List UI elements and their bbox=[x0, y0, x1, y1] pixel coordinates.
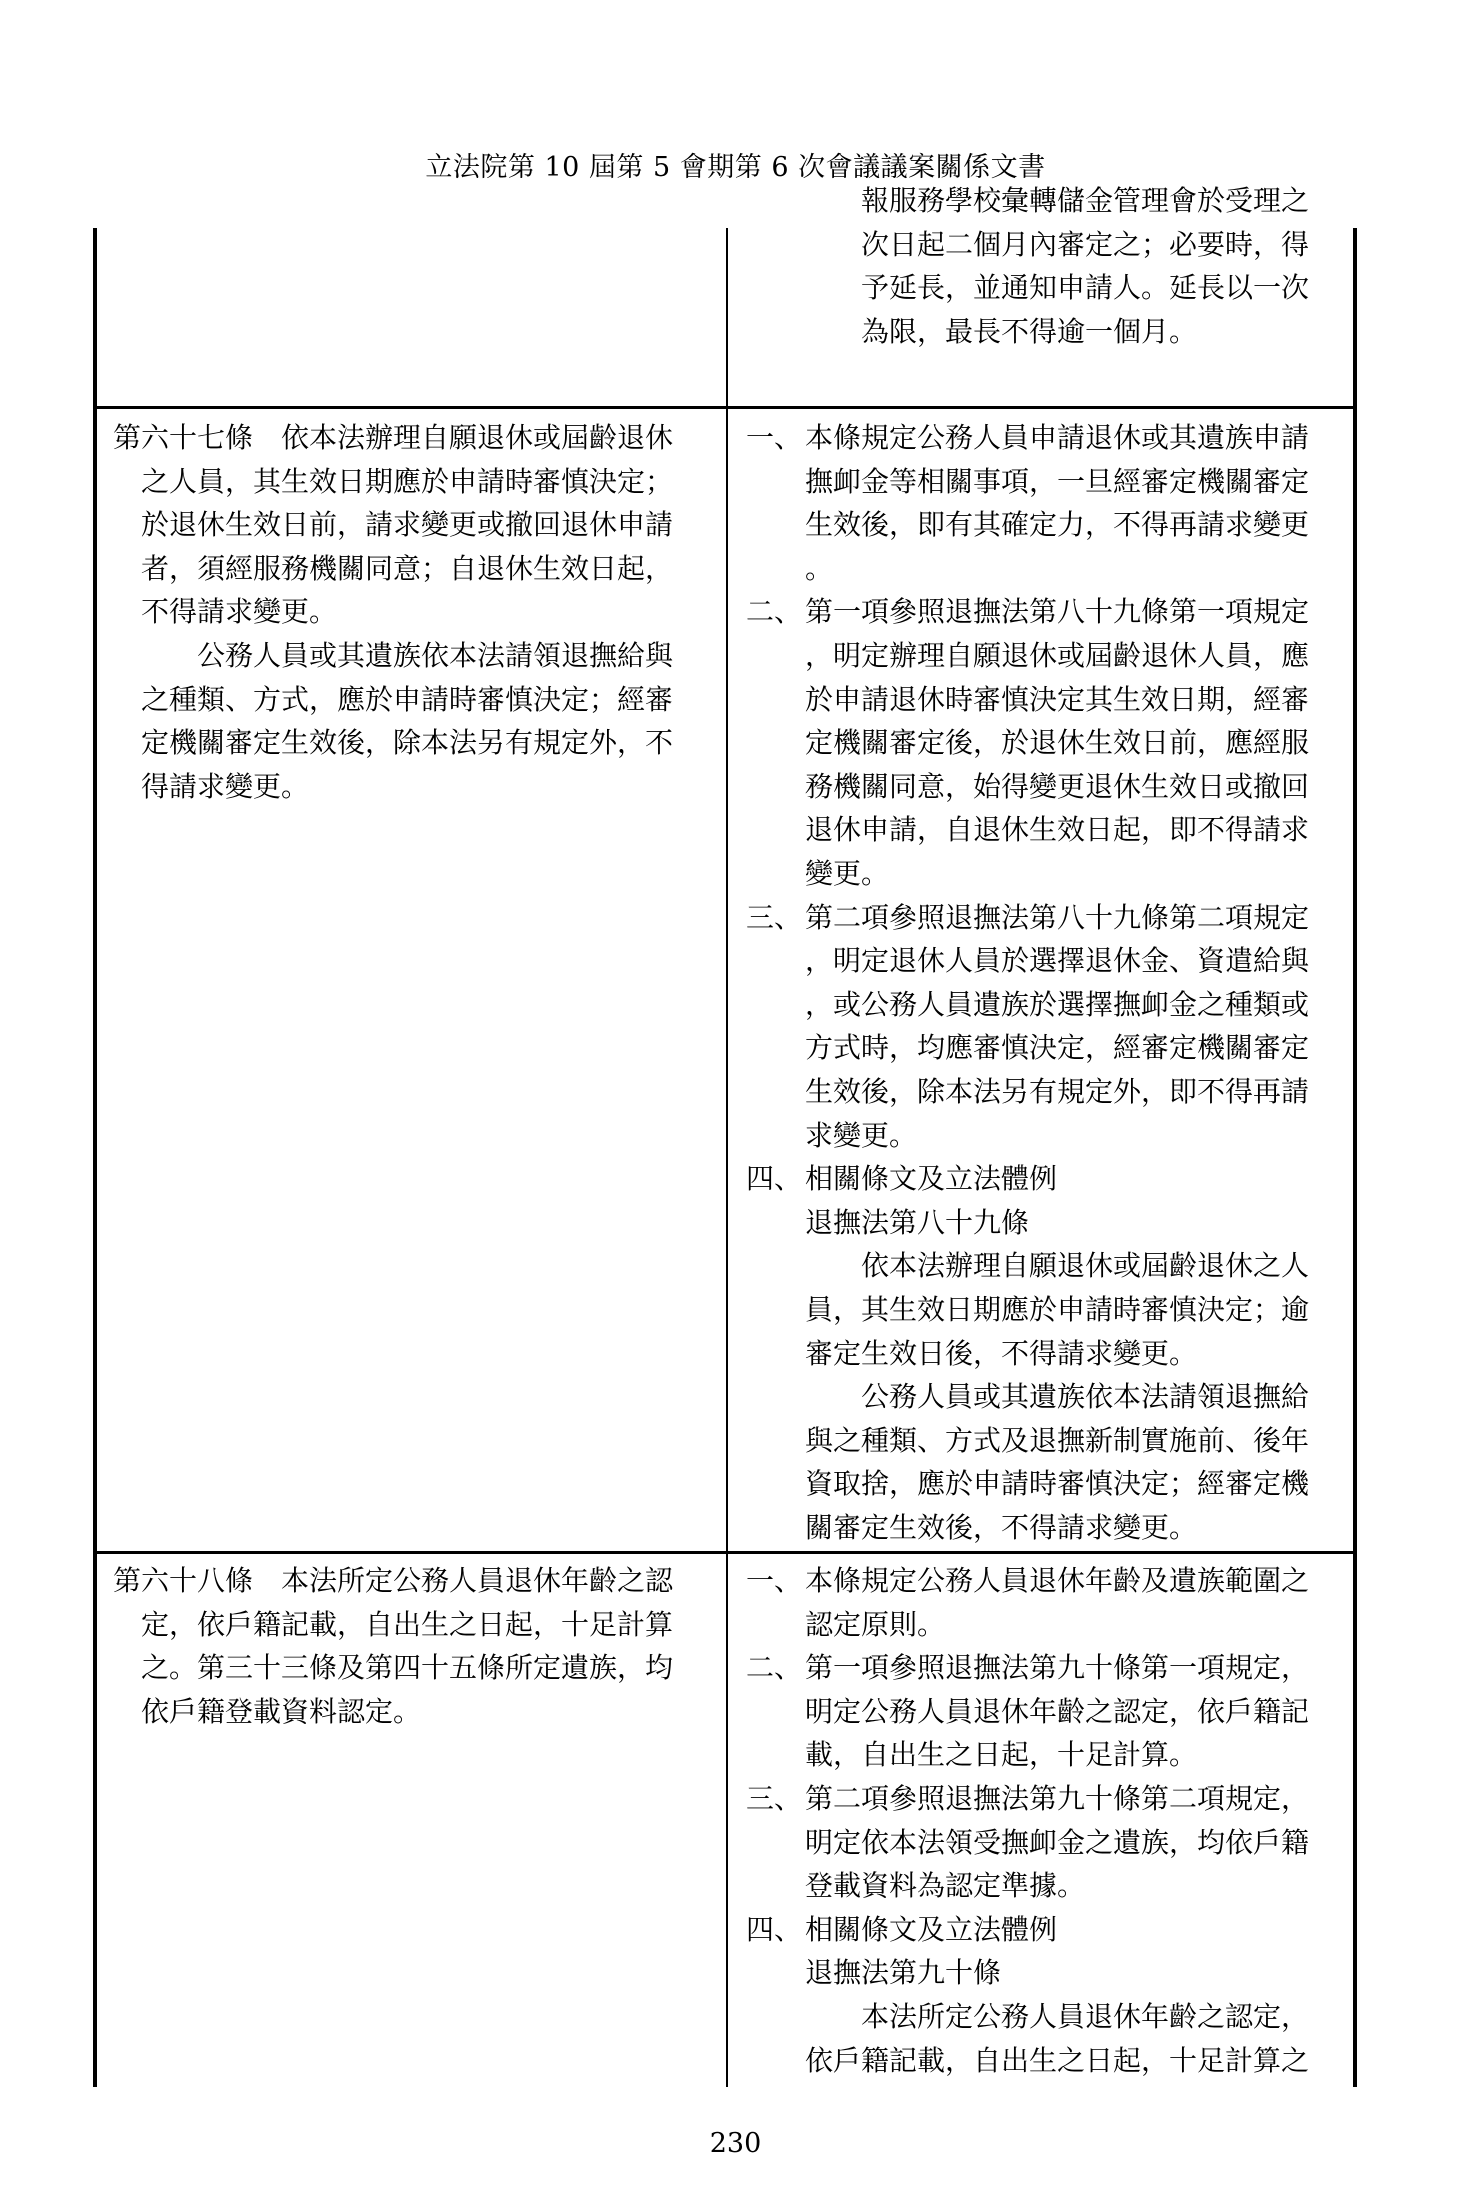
explanation-text-line: 報服務學校彙轉儲金管理會於受理之 bbox=[861, 184, 1310, 217]
explanation-text-line: 員，其生效日期應於申請時審慎決定；逾 bbox=[805, 1293, 1310, 1326]
article-text-line: 定機關審定生效後，除本法另有規定外，不 bbox=[141, 726, 674, 760]
explanation-text-line: 務機關同意，始得變更退休生效日或撤回 bbox=[805, 769, 1310, 803]
list-marker: 四、 bbox=[746, 1912, 803, 1946]
explanation-text-line: 求變更。 bbox=[805, 1118, 918, 1152]
explanation-text-line: 審定生效日後，不得請求變更。 bbox=[805, 1336, 1198, 1370]
explanation-text-line: 本條規定公務人員申請退休或其遺族申請 bbox=[805, 421, 1310, 454]
table-column-divider bbox=[726, 228, 728, 2087]
explanation-text-line: 第二項參照退撫法第八十九條第二項規定 bbox=[805, 900, 1310, 934]
article-text-line: 之人員，其生效日期應於申請時審慎決定； bbox=[141, 464, 674, 498]
explanation-text-line: 生效後，即有其確定力，不得再請求變更 bbox=[805, 508, 1310, 542]
list-marker: 三、 bbox=[746, 900, 803, 934]
explanation-text-line: 明定公務人員退休年齡之認定，依戶籍記 bbox=[805, 1694, 1310, 1728]
list-marker: 一、 bbox=[746, 1564, 803, 1597]
article-text-line: 第六十八條 本法所定公務人員退休年齡之認 bbox=[113, 1564, 674, 1597]
explanation-text-line: 本條規定公務人員退休年齡及遺族範圍之 bbox=[805, 1564, 1310, 1597]
article-text-line: 不得請求變更。 bbox=[141, 595, 338, 629]
explanation-text-line: 。 bbox=[805, 551, 834, 585]
explanation-text-line: 公務人員或其遺族依本法請領退撫給 bbox=[861, 1380, 1310, 1414]
explanation-text-line: 為限，最長不得逾一個月。 bbox=[861, 314, 1198, 348]
explanation-text-line: ，明定辦理自願退休或屆齡退休人員，應 bbox=[805, 639, 1310, 672]
explanation-text-line: 予延長，並通知申請人。延長以一次 bbox=[861, 271, 1310, 305]
list-marker: 二、 bbox=[746, 595, 803, 629]
explanation-text-line: 退撫法第八十九條 bbox=[805, 1205, 1030, 1239]
explanation-text-line: 第一項參照退撫法第八十九條第一項規定 bbox=[805, 595, 1310, 629]
explanation-text-line: 資取捨，應於申請時審慎決定；經審定機 bbox=[805, 1467, 1310, 1501]
article-text-line: 之種類、方式，應於申請時審慎決定；經審 bbox=[141, 682, 674, 716]
explanation-text-line: 變更。 bbox=[805, 857, 890, 890]
explanation-text-line: 與之種類、方式及退撫新制實施前、後年 bbox=[805, 1423, 1310, 1457]
explanation-text-line: ，明定退休人員於選擇退休金、資遣給與 bbox=[805, 944, 1310, 978]
explanation-text-line: 撫卹金等相關事項，一旦經審定機關審定 bbox=[805, 464, 1310, 498]
page-number: 230 bbox=[709, 2128, 762, 2159]
list-marker: 四、 bbox=[746, 1162, 803, 1196]
article-text-line: 之。第三十三條及第四十五條所定遺族，均 bbox=[141, 1651, 674, 1685]
table-left-border bbox=[93, 228, 97, 2087]
explanation-text-line: 生效後，除本法另有規定外，即不得再請 bbox=[805, 1075, 1310, 1108]
article-text-line: 第六十七條 依本法辦理自願退休或屆齡退休 bbox=[113, 421, 674, 454]
table-right-border bbox=[1353, 228, 1357, 2087]
explanation-text-line: 定機關審定後，於退休生效日前，應經服 bbox=[805, 726, 1310, 760]
explanation-text-line: 於申請退休時審慎決定其生效日期，經審 bbox=[805, 682, 1310, 716]
explanation-text-line: ，或公務人員遺族於選擇撫卹金之種類或 bbox=[805, 987, 1310, 1021]
explanation-text-line: 登載資料為認定準據。 bbox=[805, 1869, 1086, 1903]
article-text-line: 依戶籍登載資料認定。 bbox=[141, 1694, 422, 1728]
explanation-text-line: 認定原則。 bbox=[805, 1607, 946, 1641]
list-marker: 一、 bbox=[746, 421, 803, 454]
explanation-text-line: 關審定生效後，不得請求變更。 bbox=[805, 1511, 1198, 1544]
article-text-line: 定，依戶籍記載，自出生之日起，十足計算 bbox=[141, 1607, 674, 1641]
explanation-text-line: 第二項參照退撫法第九十條第二項規定， bbox=[805, 1782, 1310, 1815]
explanation-text-line: 依本法辦理自願退休或屆齡退休之人 bbox=[861, 1249, 1310, 1283]
explanation-text-line: 第一項參照退撫法第九十條第一項規定， bbox=[805, 1651, 1310, 1685]
explanation-text-line: 方式時，均應審慎決定，經審定機關審定 bbox=[805, 1031, 1310, 1065]
explanation-text-line: 依戶籍記載，自出生之日起，十足計算之 bbox=[805, 2043, 1310, 2077]
comparison-table bbox=[93, 184, 1357, 2087]
list-marker: 二、 bbox=[746, 1651, 803, 1685]
explanation-text-line: 退休申請，自退休生效日起，即不得請求 bbox=[805, 813, 1310, 847]
explanation-text-line: 次日起二個月內審定之；必要時，得 bbox=[861, 227, 1310, 261]
explanation-text-line: 退撫法第九十條 bbox=[805, 1956, 1002, 1990]
row-divider bbox=[93, 1551, 1357, 1554]
explanation-text-line: 載，自出生之日起，十足計算。 bbox=[805, 1738, 1198, 1772]
list-marker: 三、 bbox=[746, 1782, 803, 1815]
explanation-text-line: 本法所定公務人員退休年齡之認定， bbox=[861, 2000, 1310, 2033]
row-divider bbox=[93, 406, 1357, 409]
explanation-text-line: 相關條文及立法體例 bbox=[805, 1912, 1058, 1946]
article-text-line: 者，須經服務機關同意；自退休生效日起， bbox=[141, 551, 674, 585]
explanation-text-line: 明定依本法領受撫卹金之遺族，均依戶籍 bbox=[805, 1825, 1310, 1859]
article-text-line: 於退休生效日前，請求變更或撤回退休申請 bbox=[141, 508, 674, 542]
document-header: 立法院第 10 屆第 5 會期第 6 次會議議案關係文書 bbox=[425, 152, 1046, 183]
article-text-line: 得請求變更。 bbox=[141, 769, 310, 803]
explanation-text-line: 相關條文及立法體例 bbox=[805, 1162, 1058, 1196]
article-text-line: 公務人員或其遺族依本法請領退撫給與 bbox=[197, 639, 674, 672]
